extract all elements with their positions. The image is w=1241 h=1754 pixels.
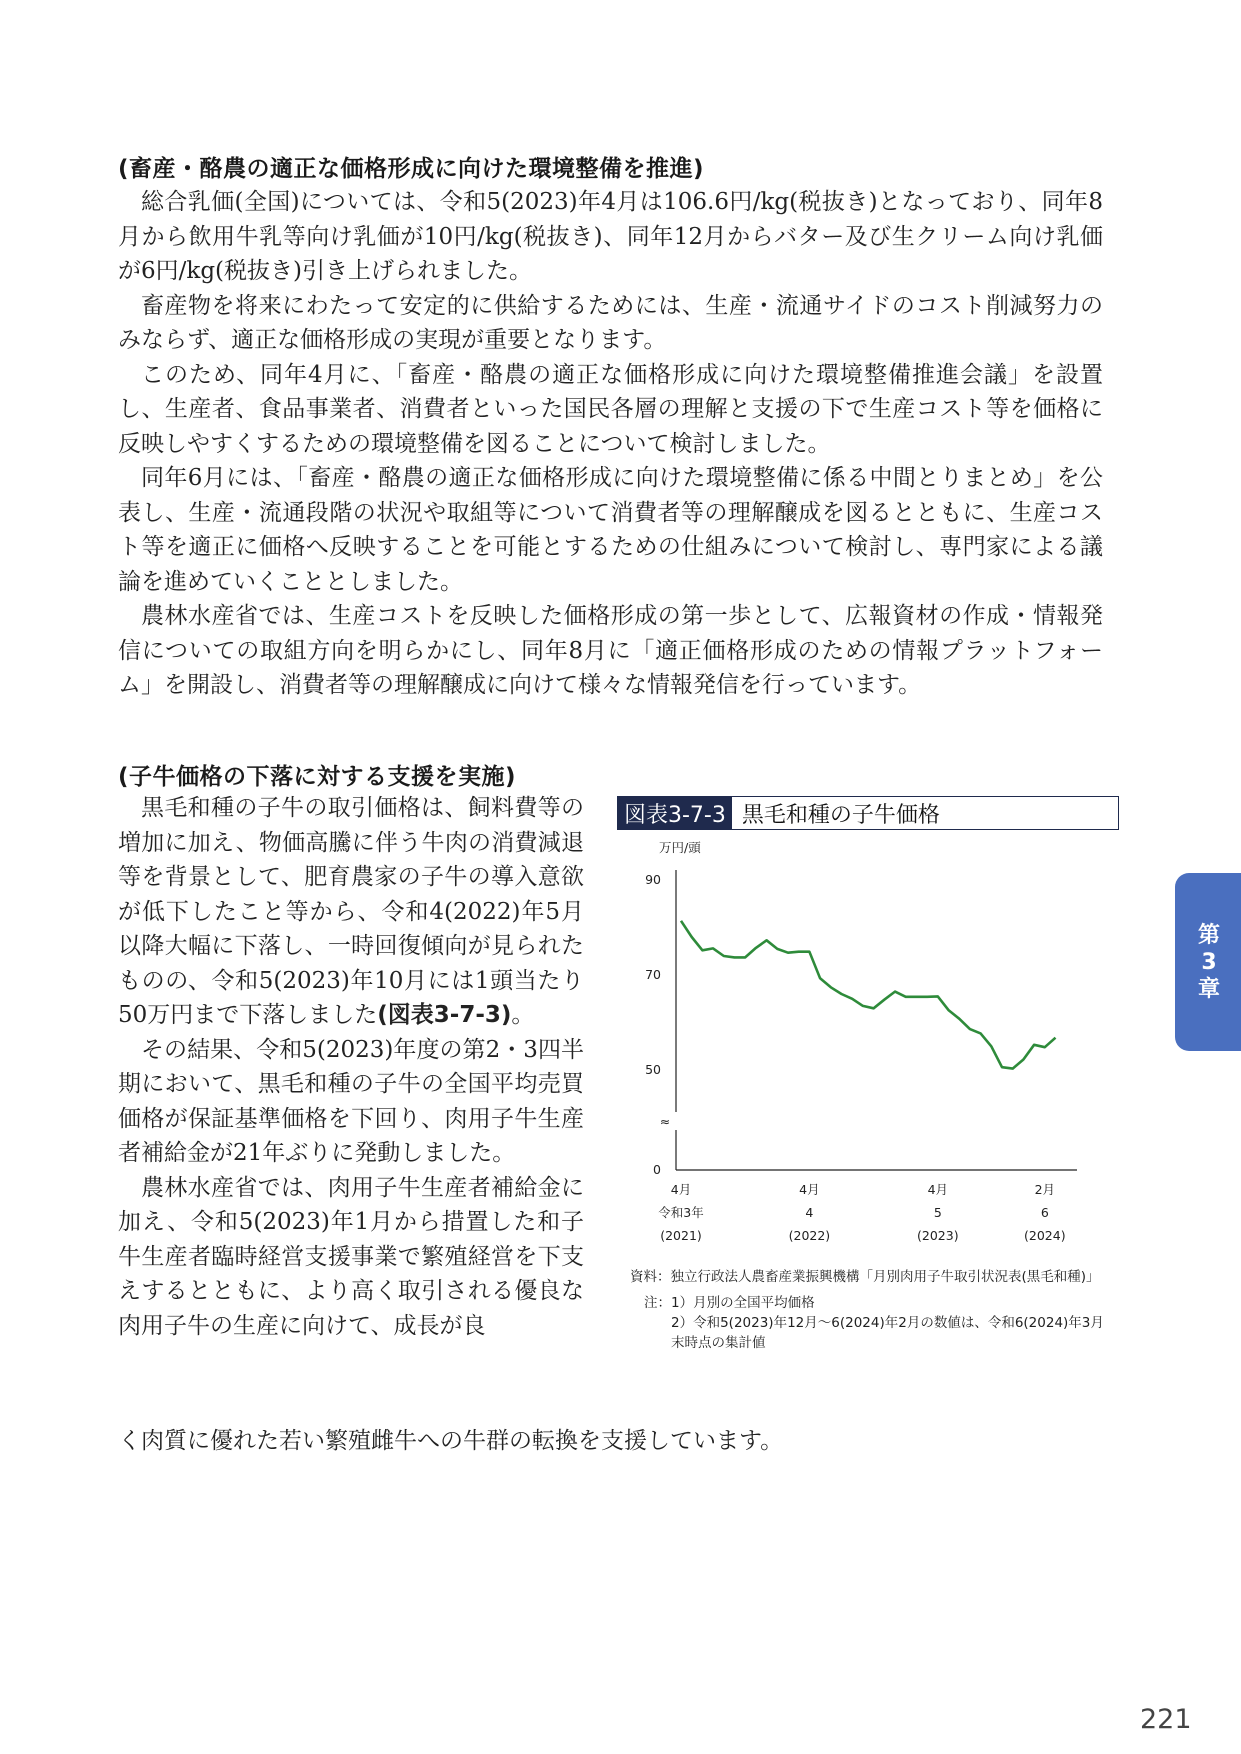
y-tick-labels	[645, 872, 661, 1177]
paragraph: このため、同年4月に、「畜産・酪農の適正な価格形成に向けた環境整備推進会議」を設置し、生産者、食品事業者、消費者といった国民各層の理解と支援の下で生産コスト等を価格に反映しやすくするための環境整備を図ることについて検討しました。	[118, 361, 1103, 457]
series-lines	[681, 921, 1056, 1069]
y-tick-label: 70	[645, 967, 661, 982]
source-text: 独立行政法人農畜産業振興機構「月別肉用子牛取引状況表(黒毛和種)」	[670, 1269, 1100, 1285]
source-label: 資料：	[630, 1269, 671, 1285]
notes-block	[630, 1293, 1110, 1353]
source-note	[630, 1267, 1110, 1287]
paragraph: 同年6月には、「畜産・酪農の適正な価格形成に向けた環境整備に係る中間とりまとめ」を公表し、生産・流通段階の状況や取組等について消費者等の理解醸成を図るとともに、生産コスト等を適正に価格へ反映することを可能とするための仕組みについて検討し、専門家による議論を進めていくこととしました。	[118, 465, 1103, 595]
section-heading-price-formation: (畜産・酪農の適正な価格形成に向けた環境整備を推進)	[118, 156, 705, 182]
x-tick-label: 4	[805, 1205, 814, 1220]
figure-label: 図表3-7-3	[618, 797, 732, 829]
figure-title: 黒毛和種の子牛価格	[741, 802, 940, 828]
x-tick-label: 6	[1040, 1205, 1049, 1220]
x-tick-label: 4月	[927, 1182, 949, 1197]
section-1-body	[118, 185, 1103, 703]
x-tick-label: (2023)	[917, 1228, 959, 1243]
section-heading-calf-price-support: (子牛価格の下落に対する支援を実施)	[118, 764, 517, 790]
paragraph-text: 黒毛和種の子牛の取引価格は、飼料費等の増加に加え、物価高騰に伴う牛肉の消費減退等を背景として、肥育農家の子牛の導入意欲が低下したこと等から、令和4(2022)年5月以降大幅に下落し、一時回復傾向が見られたものの、令和5(2023)年10月には1頭当たり50万円まで下落しました	[118, 795, 584, 1028]
x-tick-label: (2022)	[788, 1228, 831, 1243]
y-tick-label: 90	[645, 872, 661, 887]
x-tick-labels	[658, 1182, 1065, 1243]
figure-title-box	[617, 796, 1119, 830]
x-tick-label: 令和3年	[658, 1205, 704, 1220]
paragraph	[118, 791, 584, 1033]
y-tick-label: 0	[653, 1162, 661, 1177]
note-2: 2）令和5(2023)年12月～6(2024)年2月の数値は、令和6(2024)年3月末時点の集計値	[671, 1315, 1104, 1351]
x-tick-label: (2024)	[1024, 1228, 1066, 1243]
chapter-label	[1186, 922, 1232, 1003]
x-tick-label: (2021)	[660, 1228, 702, 1243]
notes-label: 注：	[644, 1295, 671, 1311]
x-tick-label: 4月	[670, 1182, 692, 1197]
notes-text	[671, 1293, 1110, 1353]
y-axis-unit: 万円/頭	[659, 840, 701, 855]
note-1: 1）月別の全国平均価格	[671, 1295, 815, 1311]
chapter-label-line: 章	[1197, 977, 1220, 1002]
page-number: 221	[1140, 1704, 1192, 1735]
paragraph: 農林水産省では、生産コストを反映した価格形成の第一歩として、広報資材の作成・情報発信についての取組方向を明らかにし、同年8月に「適正価格形成のための情報プラットフォーム」を開設し、消費者等の理解醸成に向けて様々な情報発信を行っています。	[118, 603, 1103, 698]
calf-price-series-line	[681, 921, 1056, 1069]
paragraph: 総合乳価(全国)については、令和5(2023)年4月は106.6円/kg(税抜き)となっており、同年8月から飲用牛乳等向け乳価が10円/kg(税抜き)、同年12月からバター及び生クリーム向け乳価が6円/kg(税抜き)引き上げられました。	[118, 189, 1103, 284]
paragraph-continuation: く肉質に優れた若い繁殖雌牛への牛群の転換を支援しています。	[118, 1428, 784, 1454]
section-2-body	[118, 791, 584, 1343]
paragraph: その結果、令和5(2023)年度の第2・3四半期において、黒毛和種の子牛の全国平均売買価格が保証基準価格を下回り、肉用子牛生産者補給金が21年ぶりに発動しました。	[118, 1036, 584, 1166]
chapter-label-line: 第	[1197, 923, 1220, 948]
paragraph: 農林水産省では、肉用子牛生産者補給金に加え、令和5(2023)年1月から措置した和子牛生産者臨時経営支援事業で繁殖経営を下支えするとともに、より高く取引される優良な肉用子牛の生産に向けて、成長が良	[118, 1174, 585, 1339]
figure-notes	[630, 1267, 1110, 1353]
x-tick-label: 2月	[1034, 1182, 1056, 1197]
x-tick-label: 4月	[799, 1182, 820, 1197]
y-tick-label: 50	[645, 1062, 661, 1077]
axis-break-mark: ≈	[659, 1114, 671, 1129]
calf-price-line-chart	[617, 832, 1117, 1264]
paragraph: 畜産物を将来にわたって安定的に供給するためには、生産・流通サイドのコスト削減努力のみならず、適正な価格形成の実現が重要となります。	[118, 292, 1103, 353]
chapter-number: 3	[1201, 950, 1217, 975]
figure-reference: (図表3-7-3)	[377, 1002, 512, 1028]
x-tick-label: 5	[933, 1205, 942, 1220]
paragraph-end: 。	[511, 1002, 535, 1028]
